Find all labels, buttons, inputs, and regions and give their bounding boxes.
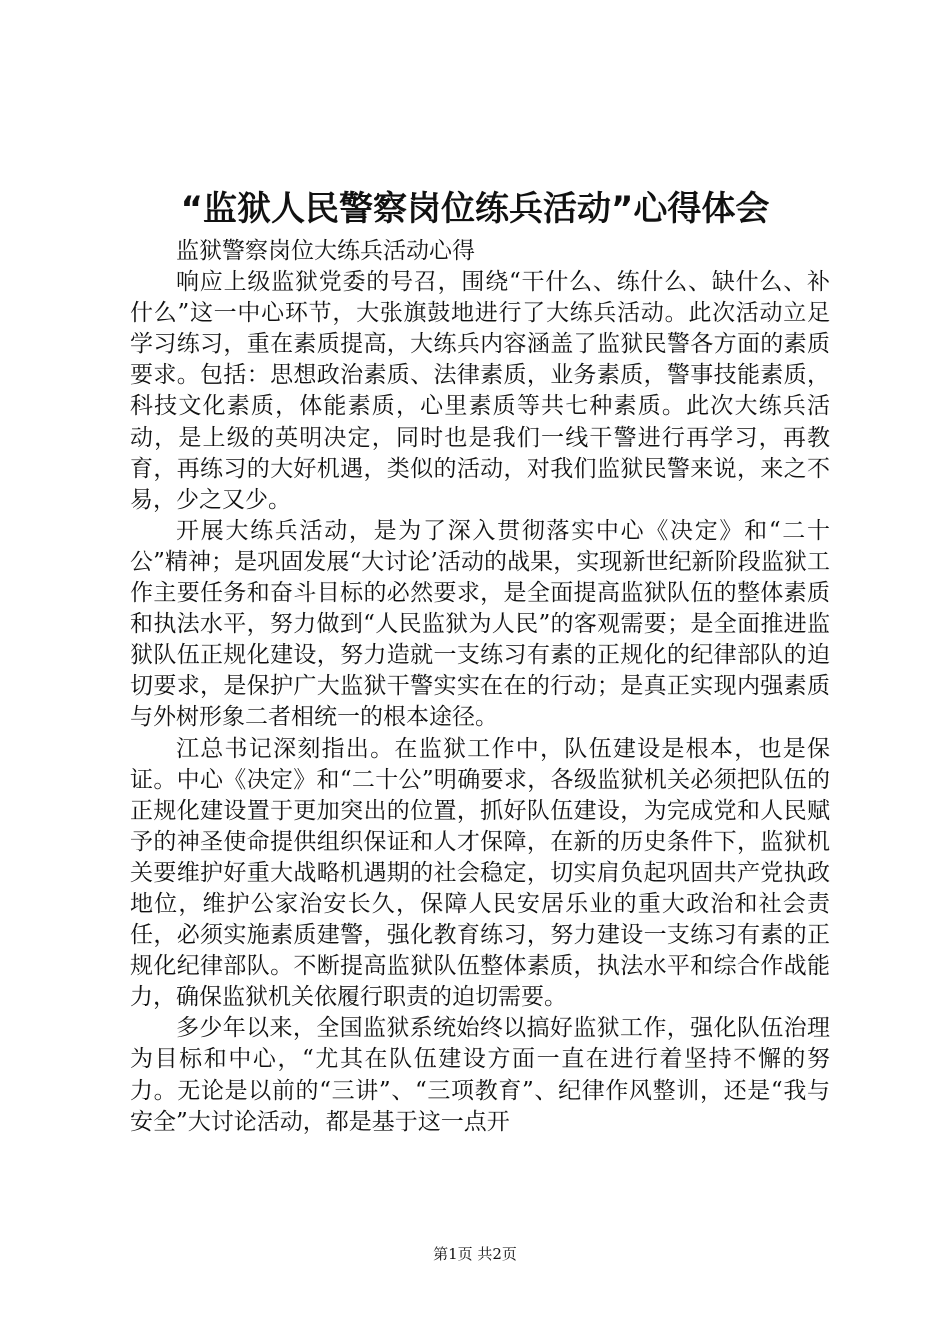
page-number-footer: 第1页 共2页 bbox=[433, 1245, 517, 1263]
subtitle-paragraph: 监狱警察岗位大练兵活动心得 bbox=[176, 238, 475, 264]
body-paragraph: 江总书记深刻指出。在监狱工作中，队伍建设是根本，也是保证。中心《决定》和“二十公”明确要求，各级监狱机关必须把队伍的正规化建设置于更加突出的位置，抓好队伍建设，为完成党和人民赋予的神圣使命提供组织保证和人才保障，在新的历史条件下，监狱机关要维护好重大战略机遇期的社会稳定，切实肩负起巩固共产党执政地位，维护公家治安长久，保障人民安居乐业的重大政治和社会责任，必须实施素质建警，强化教育练习，努力建设一支练习有素的正规化纪律部队。不断提高监狱队伍整体素质，执法水平和综合作战能力，确保监狱机关依履行职责的迫切需要。 bbox=[130, 735, 830, 1011]
document-title: “监狱人民警察岗位练兵活动”心得体会 bbox=[180, 189, 770, 229]
document-body bbox=[130, 236, 830, 1138]
body-paragraph: 响应上级监狱党委的号召，围绕“干什么、练什么、缺什么、补什么”这一中心环节，大张旗鼓地进行了大练兵活动。此次活动立足学习练习，重在素质提高，大练兵内容涵盖了监狱民警各方面的素质要求。包括：思想政治素质、法律素质，业务素质，警事技能素质，科技文化素质，体能素质，心里素质等共七种素质。此次大练兵活动，是上级的英明决定，同时也是我们一线干警进行再学习，再教育，再练习的大好机遇，类似的活动，对我们监狱民警来说，来之不易，少之又少。 bbox=[130, 269, 830, 513]
body-paragraph: 多少年以来，全国监狱系统始终以搞好监狱工作，强化队伍治理为目标和中心，“尤其在队伍建设方面一直在进行着坚持不懈的努力。无论是以前的“三讲”、“三项教育”、纪律作风整训，还是“我与安全”大讨论活动，都是基于这一点开 bbox=[130, 1015, 830, 1135]
body-paragraph: 开展大练兵活动，是为了深入贯彻落实中心《决定》和“二十公”精神；是巩固发展“大讨论’活动的战果，实现新世纪新阶段监狱工作主要任务和奋斗目标的必然要求，是全面提高监狱队伍的整体素质和执法水平，努力做到“人民监狱为人民”的客观需要；是全面推进监狱队伍正规化建设，努力造就一支练习有素的正规化的纪律部队的迫切要求，是保护广大监狱干警实实在在的行动；是真正实现内强素质与外树形象二者相统一的根本途径。 bbox=[130, 517, 830, 731]
